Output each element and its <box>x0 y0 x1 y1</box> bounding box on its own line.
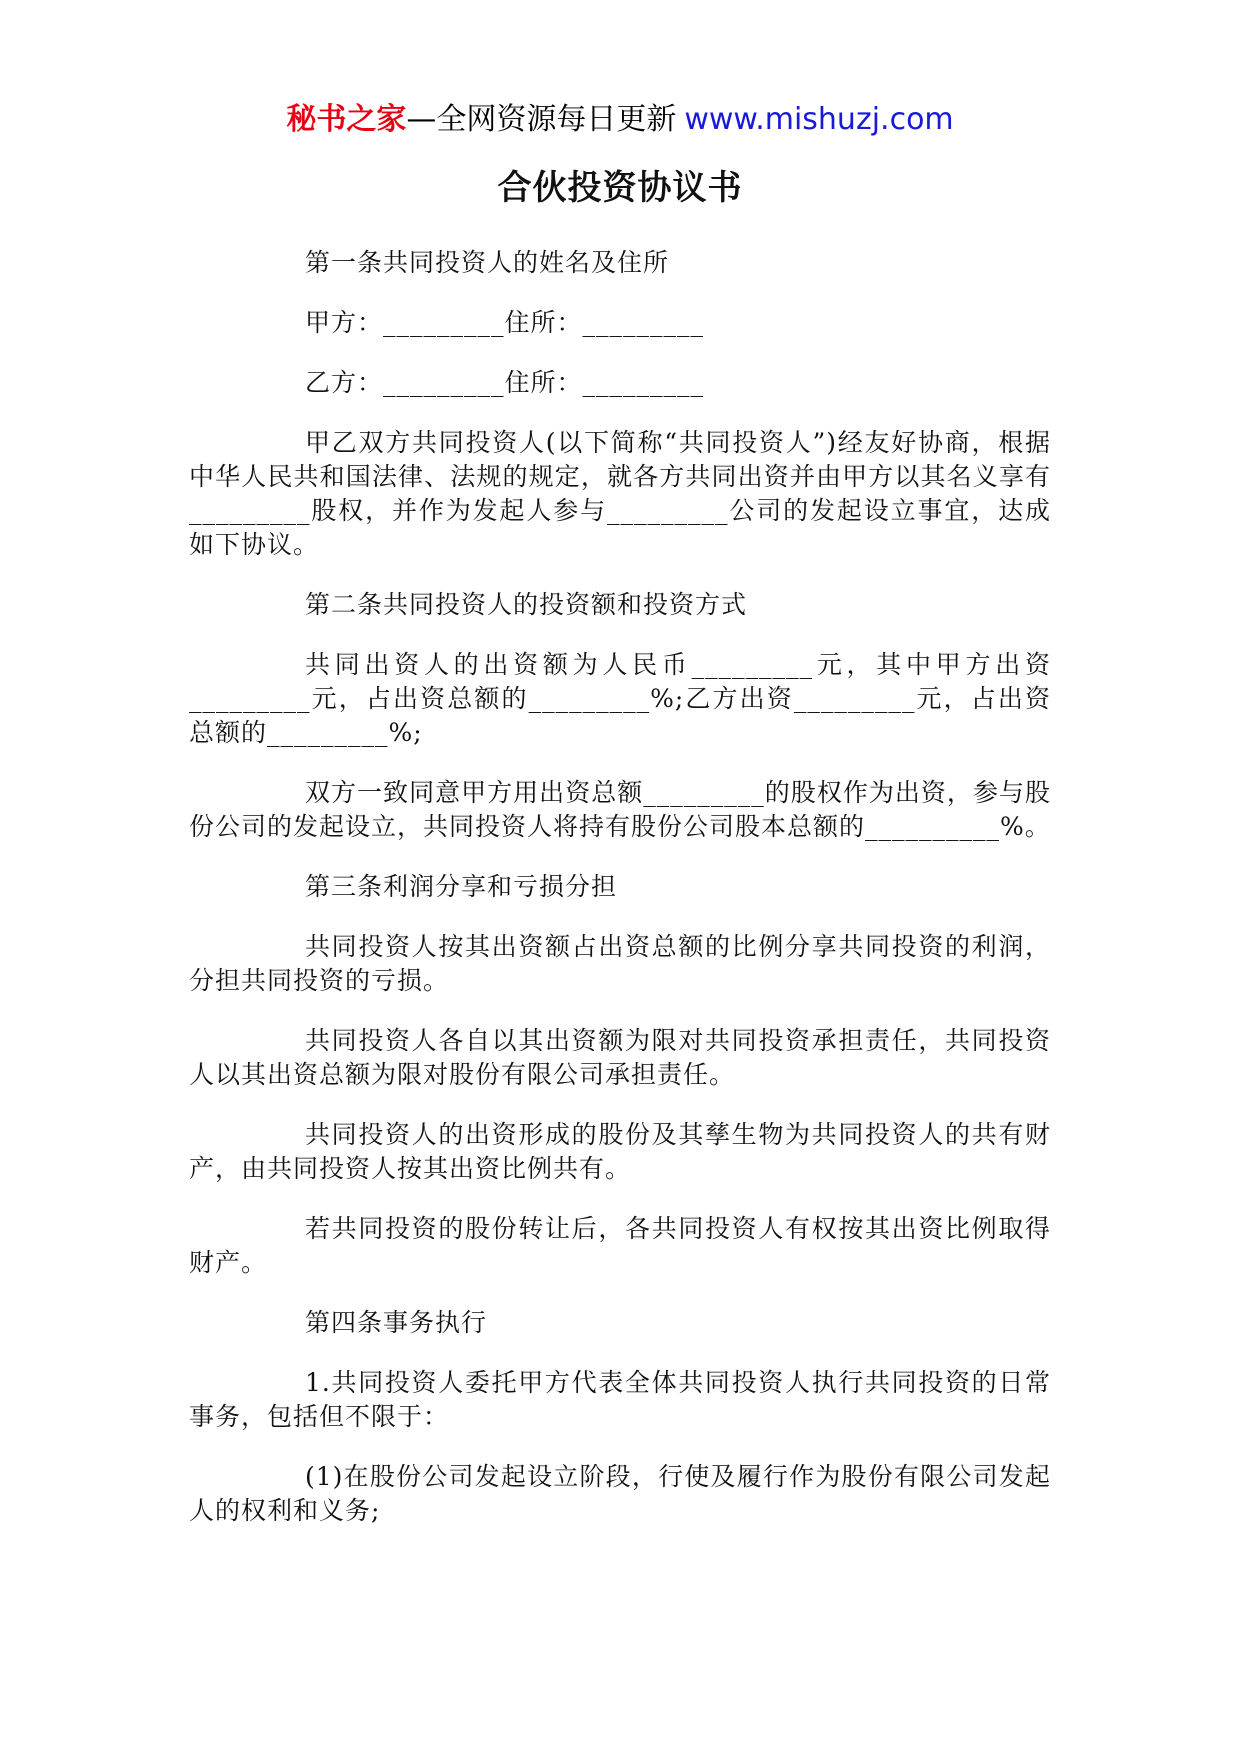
preamble-paragraph: 甲乙双方共同投资人(以下简称“共同投资人”)经友好协商，根据中华人民共和国法律、法规的规定，就各方共同出资并由甲方以其名义享有_________股权，并作为发起人参与_________公司的发起设立事宜，达成如下协议。 <box>189 428 1051 559</box>
affairs-clause-1: 1.共同投资人委托甲方代表全体共同投资人执行共同投资的日常事务，包括但不限于： <box>189 1368 1051 1431</box>
equity-contribution-paragraph: 双方一致同意甲方用出资总额_________的股权作为出资，参与股份公司的发起设立，共同投资人将持有股份公司股本总额的__________%。 <box>189 778 1051 841</box>
joint-property-paragraph: 共同投资人的出资形成的股份及其孳生物为共同投资人的共有财产，由共同投资人按其出资比例共有。 <box>189 1120 1051 1183</box>
section-heading-3: 第三条利润分享和亏损分担 <box>305 872 618 901</box>
section-heading-2: 第二条共同投资人的投资额和投资方式 <box>305 590 748 619</box>
party-b-line: 乙方：_________住所：_________ <box>305 368 705 397</box>
site-tagline: —全网资源每日更新 <box>406 102 677 137</box>
share-transfer-paragraph: 若共同投资的股份转让后，各共同投资人有权按其出资比例取得财产。 <box>189 1214 1051 1277</box>
site-url-link[interactable]: www.mishuzj.com <box>684 102 954 137</box>
capital-amount-paragraph: 共同出资人的出资额为人民币_________元，其中甲方出资_________元，占出资总额的_________%;乙方出资_________元，占出资总额的_________%; <box>189 650 1051 747</box>
section-heading-1: 第一条共同投资人的姓名及住所 <box>305 248 670 277</box>
affairs-subclause-1: (1)在股份公司发起设立阶段，行使及履行作为股份有限公司发起人的权利和义务; <box>189 1462 1051 1525</box>
site-brand: 秘书之家 <box>286 102 407 137</box>
section-heading-4: 第四条事务执行 <box>305 1308 488 1337</box>
profit-sharing-paragraph: 共同投资人按其出资额占出资总额的比例分享共同投资的利润，分担共同投资的亏损。 <box>189 932 1051 995</box>
liability-paragraph: 共同投资人各自以其出资额为限对共同投资承担责任，共同投资人以其出资总额为限对股份有限公司承担责任。 <box>189 1026 1051 1089</box>
party-a-line: 甲方：_________住所：_________ <box>305 308 705 337</box>
site-header <box>0 100 1240 140</box>
document-title: 合伙投资协议书 <box>497 168 743 208</box>
document-body <box>189 246 1051 1554</box>
